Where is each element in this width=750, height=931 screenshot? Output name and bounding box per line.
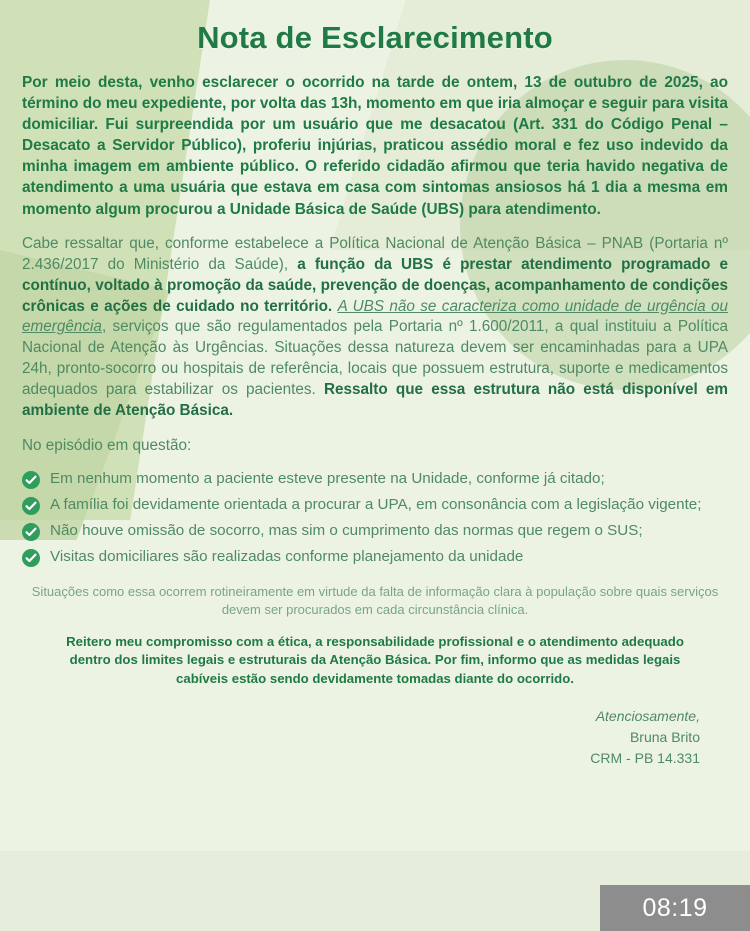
check-circle-icon bbox=[22, 523, 40, 541]
signature-registration: CRM - PB 14.331 bbox=[590, 749, 700, 766]
list-item bbox=[22, 469, 728, 489]
clock-overlay: 08:19 bbox=[600, 885, 750, 931]
signature-salutation: Atenciosamente, bbox=[595, 707, 700, 724]
paragraph-legal-bold-1: a função da UBS é prestar atendimento programado e contínuo, voltado à promoção da saúde, prevenção de doenças, acompanhamento de condições crônicas e ações de cuidado no território. bbox=[22, 255, 728, 315]
paragraph-legal-underlined: A UBS não se caracteriza como unidade de urgência ou emergência bbox=[22, 297, 729, 336]
check-circle-icon bbox=[22, 549, 40, 567]
list-item bbox=[22, 521, 728, 541]
paragraph-incident: Por meio desta, venho esclarecer o ocorrido na tarde de ontem, 13 de outubro de 2025, ao término do meu expediente, por volta das 13h, momento em que iria almoçar e seguir para visita domiciliar. Fui surpreendida por um usuário que me desacatou (Art. 331 do Código Penal – Desacato a Servidor Público), proferiu injúrias, praticou assédio moral e fez uso indevido da minha imagem em ambiente público. O referido cidadão afirmou que teria havido negativa de atendimento a uma usuária que estava em casa com sintomas ansiosos há 1 dia a mesma em momento algum procurou a Unidade Básica de Saúde (UBS) para atendimento. bbox=[22, 74, 728, 218]
note-context: Situações como essa ocorrem rotineiramente em virtude da falta de informação clara à população sobre quais serviços devem ser procurados em cada circunstância clínica. bbox=[31, 584, 719, 617]
closing-statement: Reitero meu compromisso com a ética, a responsabilidade profissional e o atendimento adequado dentro dos limites legais e estruturais da Atenção Básica. Por fim, informo que as medidas legais cabíveis estão sendo devidamente tomadas diante do ocorrido. bbox=[66, 633, 684, 686]
list-item-label: Visitas domiciliares são realizadas conforme planejamento da unidade bbox=[50, 548, 524, 566]
page-title: Nota de Esclarecimento bbox=[197, 20, 553, 55]
list-item-label: Não houve omissão de socorro, mas sim o cumprimento das normas que regem o SUS; bbox=[50, 522, 643, 540]
list-item bbox=[22, 495, 728, 515]
paragraph-legal-part-3: , serviços que são regulamentados pela Portaria nº 1.600/2011, a qual instituiu a Política Nacional de Atenção às Urgências. Situações dessa natureza devem ser encaminhadas para a UPA 24h, pronto-socorro ou hospitais de referência, locais que possuem estrutura, suporte e medicamentos adequados para estabilizar os pacientes. bbox=[22, 318, 728, 399]
list-item bbox=[22, 547, 728, 567]
paragraph-legal-basis bbox=[22, 234, 728, 423]
paragraph-legal-bold-2: Ressalto que essa estrutura não está disponível em ambiente de Atenção Básica. bbox=[22, 381, 728, 420]
episode-lead: No episódio em questão: bbox=[22, 437, 192, 455]
checklist bbox=[22, 469, 728, 567]
signature-block bbox=[22, 706, 728, 769]
list-item-label: Em nenhum momento a paciente esteve presente na Unidade, conforme já citado; bbox=[50, 470, 605, 488]
list-item-label: A família foi devidamente orientada a procurar a UPA, em consonância com a legislação vigente; bbox=[50, 496, 702, 514]
check-circle-icon bbox=[22, 471, 40, 489]
decorative-footer-wave bbox=[0, 761, 750, 851]
check-circle-icon bbox=[22, 497, 40, 515]
signature-name: Bruna Brito bbox=[629, 728, 700, 745]
paragraph-legal-part-1: Cabe ressaltar que, conforme estabelece a Política Nacional de Atenção Básica – PNAB (Portaria nº 2.436/2017 do Ministério da Saúde), bbox=[22, 234, 728, 273]
